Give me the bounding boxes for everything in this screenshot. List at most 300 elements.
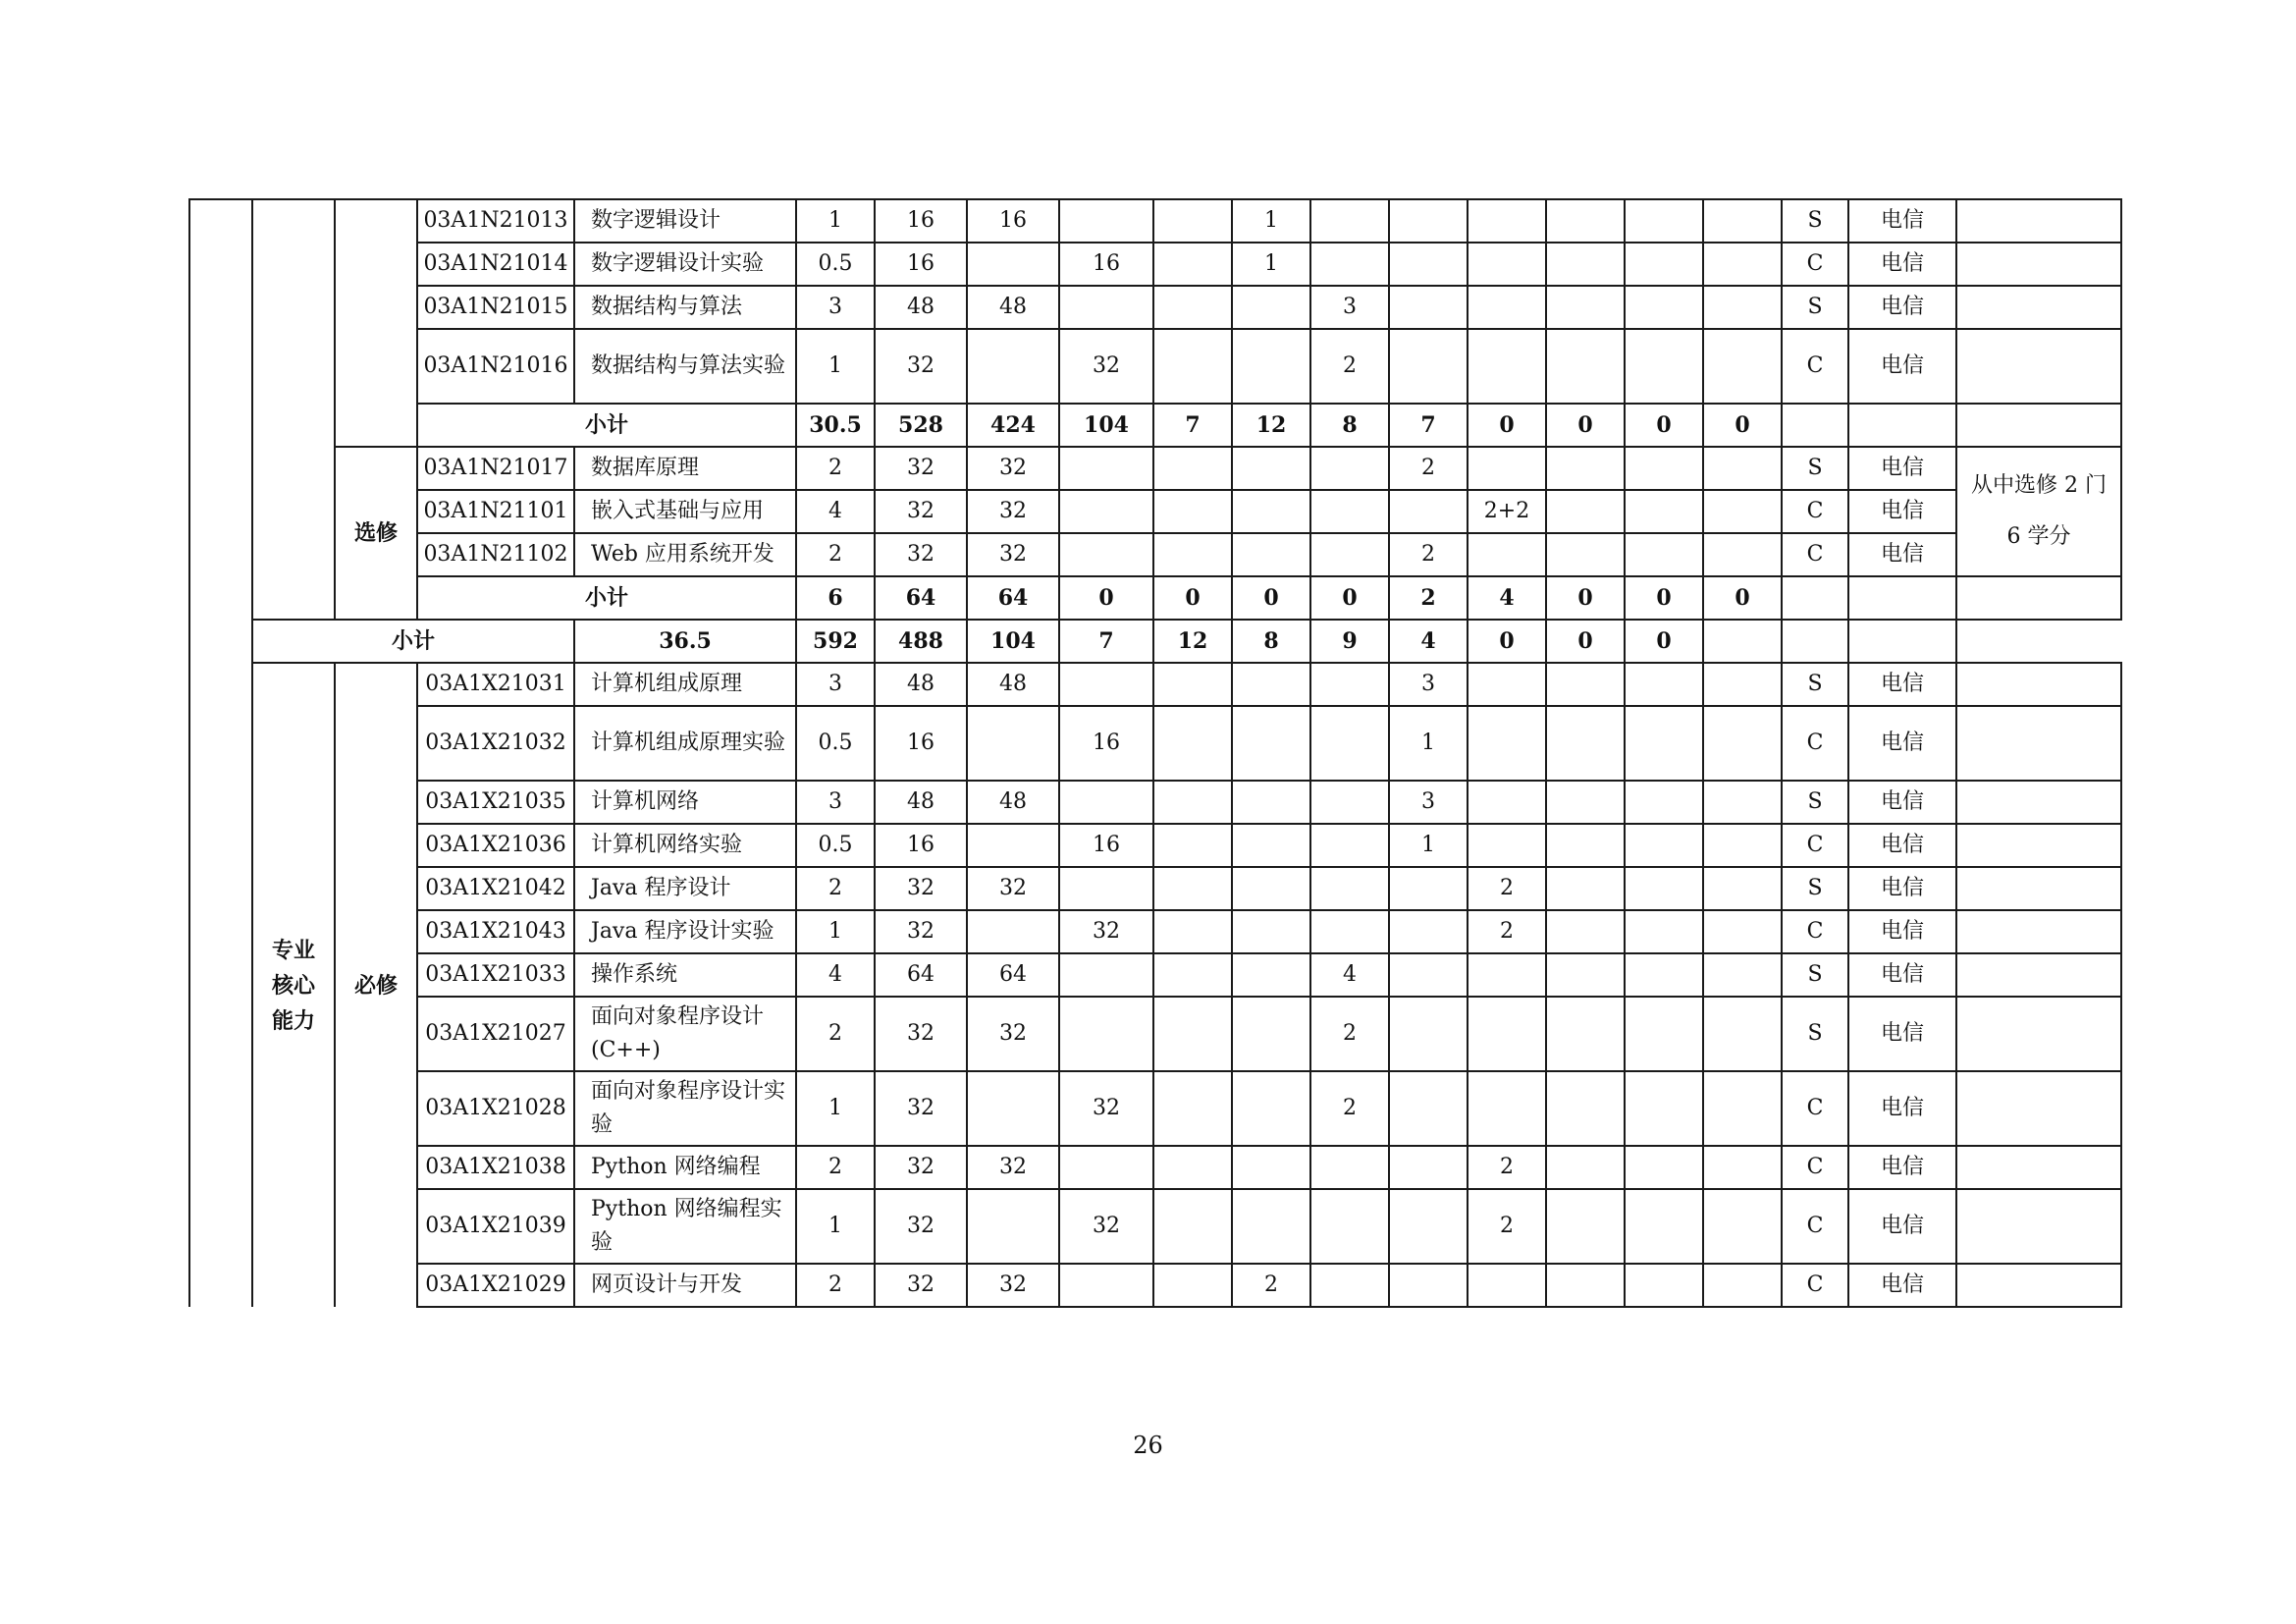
value-cell	[1703, 910, 1782, 953]
value-cell: 2	[1389, 533, 1468, 576]
value-cell	[1232, 1146, 1310, 1189]
value-cell	[1310, 1264, 1389, 1307]
course-code-cell: 03A1N21017	[417, 447, 574, 490]
table-row	[189, 1264, 2121, 1307]
remark-cell	[1956, 663, 2121, 706]
value-cell	[1468, 329, 1546, 404]
course-name-cell: Web 应用系统开发	[574, 533, 796, 576]
subtotal-value-cell: 9	[1310, 620, 1389, 663]
value-cell: 2	[796, 867, 875, 910]
department-cell: 电信	[1848, 1264, 1956, 1307]
value-cell	[1232, 286, 1310, 329]
value-cell	[1059, 199, 1153, 243]
course-name-cell: Python 网络编程实验	[574, 1189, 796, 1264]
value-cell: 1	[1389, 706, 1468, 781]
value-cell	[1546, 1146, 1625, 1189]
remark-cell	[1956, 199, 2121, 243]
remark-cell	[1956, 867, 2121, 910]
course-name-cell: 操作系统	[574, 953, 796, 997]
department-cell	[1848, 404, 1956, 447]
value-cell	[1625, 706, 1703, 781]
table-row	[189, 781, 2121, 824]
value-cell	[1153, 663, 1232, 706]
subtotal-value-cell: 7	[1389, 404, 1468, 447]
subtotal-label: 小计	[417, 404, 796, 447]
value-cell	[1389, 286, 1468, 329]
value-cell	[1546, 533, 1625, 576]
value-cell: 32	[875, 447, 967, 490]
course-code-cell: 03A1N21014	[417, 243, 574, 286]
value-cell	[1153, 824, 1232, 867]
subtotal-value-cell: 528	[875, 404, 967, 447]
value-cell: 32	[967, 867, 1059, 910]
value-cell	[1310, 910, 1389, 953]
value-cell	[1468, 1071, 1546, 1146]
table-row	[189, 199, 2121, 243]
value-cell	[1546, 447, 1625, 490]
value-cell: 2	[1232, 1264, 1310, 1307]
value-cell	[1625, 867, 1703, 910]
course-name-cell: 面向对象程序设计实验	[574, 1071, 796, 1146]
value-cell	[1703, 286, 1782, 329]
remark-cell	[1956, 404, 2121, 447]
value-cell	[1310, 533, 1389, 576]
exam-type-cell: C	[1782, 824, 1848, 867]
value-cell	[1625, 533, 1703, 576]
exam-type-cell: S	[1782, 997, 1848, 1071]
value-cell	[1153, 490, 1232, 533]
value-cell	[1153, 781, 1232, 824]
subtotal-value-cell: 0	[1232, 576, 1310, 620]
value-cell: 1	[796, 329, 875, 404]
value-cell	[1468, 243, 1546, 286]
subtotal-value-cell: 30.5	[796, 404, 875, 447]
value-cell	[1625, 490, 1703, 533]
value-cell: 1	[796, 1189, 875, 1264]
exam-type-cell	[1703, 620, 1782, 663]
subtotal-value-cell: 0	[1546, 620, 1625, 663]
value-cell	[1468, 706, 1546, 781]
remark-cell	[1956, 1189, 2121, 1264]
department-cell: 电信	[1848, 1071, 1956, 1146]
value-cell	[1625, 781, 1703, 824]
value-cell: 32	[875, 533, 967, 576]
value-cell	[1153, 867, 1232, 910]
value-cell	[967, 910, 1059, 953]
value-cell	[967, 1189, 1059, 1264]
value-cell	[1703, 533, 1782, 576]
value-cell	[1310, 824, 1389, 867]
course-code-cell: 03A1X21033	[417, 953, 574, 997]
value-cell	[1703, 824, 1782, 867]
value-cell	[1546, 1264, 1625, 1307]
value-cell	[1153, 706, 1232, 781]
department-cell: 电信	[1848, 533, 1956, 576]
department-cell: 电信	[1848, 490, 1956, 533]
value-cell	[1703, 329, 1782, 404]
type-label-required: 必修	[335, 663, 417, 1307]
value-cell	[1625, 243, 1703, 286]
value-cell: 2	[1468, 910, 1546, 953]
value-cell	[1468, 997, 1546, 1071]
value-cell	[1625, 1071, 1703, 1146]
course-name-cell: 面向对象程序设计(C++)	[574, 997, 796, 1071]
table-row	[189, 286, 2121, 329]
value-cell	[1153, 243, 1232, 286]
value-cell: 64	[967, 953, 1059, 997]
subtotal-value-cell: 592	[796, 620, 875, 663]
department-cell: 电信	[1848, 243, 1956, 286]
value-cell	[967, 824, 1059, 867]
value-cell	[1310, 1189, 1389, 1264]
value-cell	[1310, 447, 1389, 490]
course-name-cell: Java 程序设计实验	[574, 910, 796, 953]
course-name-cell: 计算机组成原理	[574, 663, 796, 706]
value-cell	[1546, 663, 1625, 706]
remark-cell	[1956, 1264, 2121, 1307]
remark-cell	[1848, 620, 1956, 663]
remark-cell	[1956, 824, 2121, 867]
value-cell: 32	[875, 1146, 967, 1189]
value-cell	[967, 706, 1059, 781]
value-cell	[1232, 953, 1310, 997]
value-cell	[1389, 243, 1468, 286]
remark-cell	[1956, 286, 2121, 329]
value-cell	[1232, 1071, 1310, 1146]
subtotal-value-cell: 8	[1310, 404, 1389, 447]
value-cell: 64	[875, 953, 967, 997]
value-cell: 2+2	[1468, 490, 1546, 533]
department-cell: 电信	[1848, 447, 1956, 490]
exam-type-cell: C	[1782, 910, 1848, 953]
value-cell	[1546, 997, 1625, 1071]
exam-type-cell: C	[1782, 490, 1848, 533]
page-number: 26	[1133, 1432, 1163, 1459]
value-cell: 32	[967, 997, 1059, 1071]
value-cell	[1703, 1189, 1782, 1264]
subtotal-row	[189, 404, 2121, 447]
subtotal-value-cell: 36.5	[574, 620, 796, 663]
value-cell	[1310, 199, 1389, 243]
value-cell	[1059, 1146, 1153, 1189]
category-blank-cell	[252, 199, 335, 620]
value-cell	[1468, 447, 1546, 490]
value-cell	[1389, 329, 1468, 404]
value-cell: 32	[1059, 1071, 1153, 1146]
value-cell: 1	[796, 199, 875, 243]
subtotal-value-cell: 104	[967, 620, 1059, 663]
value-cell	[1625, 447, 1703, 490]
table-row	[189, 910, 2121, 953]
value-cell	[1153, 286, 1232, 329]
outer-blank-cell	[189, 199, 252, 1307]
subtotal-value-cell: 0	[1625, 576, 1703, 620]
value-cell: 48	[875, 286, 967, 329]
value-cell	[1232, 781, 1310, 824]
value-cell	[1703, 706, 1782, 781]
course-code-cell: 03A1X21032	[417, 706, 574, 781]
exam-type-cell: C	[1782, 1264, 1848, 1307]
value-cell	[1389, 1146, 1468, 1189]
remark-cell	[1956, 1146, 2121, 1189]
subtotal-value-cell: 4	[1468, 576, 1546, 620]
value-cell	[1389, 199, 1468, 243]
table-row	[189, 953, 2121, 997]
course-code-cell: 03A1X21042	[417, 867, 574, 910]
value-cell	[1310, 663, 1389, 706]
value-cell	[1310, 1146, 1389, 1189]
value-cell	[1546, 953, 1625, 997]
subtotal-value-cell: 424	[967, 404, 1059, 447]
value-cell	[1703, 663, 1782, 706]
course-code-cell: 03A1N21101	[417, 490, 574, 533]
value-cell	[1546, 910, 1625, 953]
table-body	[189, 199, 2121, 1307]
value-cell: 2	[796, 533, 875, 576]
subtotal-label: 小计	[252, 620, 574, 663]
value-cell	[1389, 910, 1468, 953]
remark-cell	[1956, 781, 2121, 824]
value-cell: 32	[875, 1264, 967, 1307]
value-cell: 48	[967, 663, 1059, 706]
value-cell: 16	[875, 706, 967, 781]
value-cell: 1	[1232, 243, 1310, 286]
table-row	[189, 706, 2121, 781]
remark-cell	[1956, 1071, 2121, 1146]
value-cell	[1546, 1189, 1625, 1264]
value-cell	[1059, 1264, 1153, 1307]
value-cell: 32	[967, 533, 1059, 576]
course-code-cell: 03A1X21029	[417, 1264, 574, 1307]
value-cell	[1059, 781, 1153, 824]
subtotal-value-cell: 2	[1389, 576, 1468, 620]
value-cell	[1625, 910, 1703, 953]
value-cell	[967, 329, 1059, 404]
subtotal-value-cell: 0	[1703, 576, 1782, 620]
value-cell	[1389, 953, 1468, 997]
subtotal-value-cell: 0	[1310, 576, 1389, 620]
value-cell: 16	[875, 199, 967, 243]
category-label-core-ability: 专业核心能力	[252, 663, 335, 1307]
value-cell	[1468, 781, 1546, 824]
value-cell: 3	[796, 781, 875, 824]
course-code-cell: 03A1X21027	[417, 997, 574, 1071]
exam-type-cell: S	[1782, 953, 1848, 997]
course-code-cell: 03A1X21038	[417, 1146, 574, 1189]
value-cell	[1468, 533, 1546, 576]
value-cell	[1703, 781, 1782, 824]
subtotal-value-cell: 7	[1059, 620, 1153, 663]
exam-type-cell: C	[1782, 1071, 1848, 1146]
value-cell	[1310, 781, 1389, 824]
subtotal-label: 小计	[417, 576, 796, 620]
table-row	[189, 1189, 2121, 1264]
value-cell	[1389, 867, 1468, 910]
exam-type-cell: S	[1782, 867, 1848, 910]
value-cell	[1059, 533, 1153, 576]
value-cell: 3	[796, 286, 875, 329]
value-cell: 4	[796, 953, 875, 997]
value-cell: 32	[875, 997, 967, 1071]
value-cell: 32	[967, 490, 1059, 533]
value-cell: 16	[967, 199, 1059, 243]
department-cell: 电信	[1848, 910, 1956, 953]
value-cell	[1703, 953, 1782, 997]
value-cell	[1310, 706, 1389, 781]
value-cell	[1703, 1146, 1782, 1189]
value-cell	[1232, 1189, 1310, 1264]
value-cell: 4	[1310, 953, 1389, 997]
value-cell	[967, 243, 1059, 286]
value-cell: 48	[967, 286, 1059, 329]
value-cell	[1232, 824, 1310, 867]
subtotal-row	[189, 576, 2121, 620]
value-cell: 3	[1310, 286, 1389, 329]
value-cell	[1059, 447, 1153, 490]
value-cell	[1546, 286, 1625, 329]
value-cell	[967, 1071, 1059, 1146]
value-cell	[1153, 1146, 1232, 1189]
value-cell: 32	[1059, 329, 1153, 404]
course-name-cell: 数据结构与算法	[574, 286, 796, 329]
value-cell	[1232, 910, 1310, 953]
department-cell: 电信	[1848, 1146, 1956, 1189]
value-cell: 2	[796, 447, 875, 490]
subtotal-value-cell: 64	[967, 576, 1059, 620]
value-cell	[1232, 663, 1310, 706]
value-cell: 32	[875, 867, 967, 910]
value-cell: 2	[1468, 1146, 1546, 1189]
value-cell	[1468, 286, 1546, 329]
value-cell: 2	[1310, 329, 1389, 404]
table-row	[189, 329, 2121, 404]
value-cell: 16	[1059, 706, 1153, 781]
table-row	[189, 1146, 2121, 1189]
value-cell: 16	[875, 824, 967, 867]
value-cell	[1232, 533, 1310, 576]
value-cell	[1389, 997, 1468, 1071]
course-code-cell: 03A1N21102	[417, 533, 574, 576]
course-code-cell: 03A1X21031	[417, 663, 574, 706]
value-cell	[1546, 243, 1625, 286]
value-cell: 0.5	[796, 824, 875, 867]
value-cell	[1625, 1146, 1703, 1189]
value-cell	[1625, 1264, 1703, 1307]
subtotal-value-cell: 64	[875, 576, 967, 620]
subtotal-value-cell: 7	[1153, 404, 1232, 447]
remark-cell	[1956, 910, 2121, 953]
value-cell: 2	[1310, 1071, 1389, 1146]
value-cell	[1703, 447, 1782, 490]
exam-type-cell: S	[1782, 199, 1848, 243]
subtotal-value-cell: 488	[875, 620, 967, 663]
value-cell	[1625, 329, 1703, 404]
subtotal-value-cell: 0	[1468, 620, 1546, 663]
value-cell: 48	[875, 781, 967, 824]
course-code-cell: 03A1N21013	[417, 199, 574, 243]
department-cell: 电信	[1848, 663, 1956, 706]
value-cell	[1310, 243, 1389, 286]
value-cell	[1468, 953, 1546, 997]
table-row	[189, 243, 2121, 286]
subtotal-value-cell: 6	[796, 576, 875, 620]
value-cell	[1546, 199, 1625, 243]
value-cell	[1232, 867, 1310, 910]
value-cell	[1546, 867, 1625, 910]
course-name-cell: 数据库原理	[574, 447, 796, 490]
value-cell	[1059, 490, 1153, 533]
department-cell: 电信	[1848, 199, 1956, 243]
subtotal-value-cell: 104	[1059, 404, 1153, 447]
exam-type-cell: S	[1782, 781, 1848, 824]
table-row	[189, 1071, 2121, 1146]
course-name-cell: 网页设计与开发	[574, 1264, 796, 1307]
subtotal-value-cell: 0	[1625, 404, 1703, 447]
course-code-cell: 03A1X21039	[417, 1189, 574, 1264]
value-cell	[1389, 1264, 1468, 1307]
value-cell: 0.5	[796, 706, 875, 781]
subtotal-row	[189, 620, 2121, 663]
subtotal-value-cell: 0	[1153, 576, 1232, 620]
value-cell	[1153, 447, 1232, 490]
course-name-cell: 计算机组成原理实验	[574, 706, 796, 781]
value-cell	[1059, 663, 1153, 706]
value-cell	[1546, 781, 1625, 824]
department-cell: 电信	[1848, 286, 1956, 329]
course-name-cell: 嵌入式基础与应用	[574, 490, 796, 533]
value-cell: 2	[1468, 1189, 1546, 1264]
exam-type-cell	[1782, 404, 1848, 447]
value-cell	[1059, 953, 1153, 997]
exam-type-cell: C	[1782, 243, 1848, 286]
table-row	[189, 867, 2121, 910]
course-name-cell: 计算机网络	[574, 781, 796, 824]
table-row	[189, 490, 2121, 533]
value-cell	[1232, 997, 1310, 1071]
course-name-cell: 计算机网络实验	[574, 824, 796, 867]
department-cell: 电信	[1848, 1189, 1956, 1264]
value-cell	[1625, 286, 1703, 329]
value-cell	[1153, 1189, 1232, 1264]
course-code-cell: 03A1X21036	[417, 824, 574, 867]
value-cell: 16	[1059, 824, 1153, 867]
value-cell	[1468, 663, 1546, 706]
value-cell: 32	[967, 1264, 1059, 1307]
value-cell: 32	[875, 329, 967, 404]
value-cell	[1153, 910, 1232, 953]
value-cell: 1	[1389, 824, 1468, 867]
value-cell	[1153, 533, 1232, 576]
value-cell	[1059, 867, 1153, 910]
exam-type-cell: C	[1782, 329, 1848, 404]
value-cell	[1153, 1071, 1232, 1146]
value-cell	[1703, 1071, 1782, 1146]
remark-cell	[1956, 953, 2121, 997]
value-cell	[1625, 1189, 1703, 1264]
table-row	[189, 997, 2121, 1071]
subtotal-value-cell: 12	[1232, 404, 1310, 447]
value-cell	[1703, 867, 1782, 910]
value-cell	[1625, 824, 1703, 867]
exam-type-cell: S	[1782, 447, 1848, 490]
elective-note-cell: 从中选修 2 门 6 学分	[1956, 447, 2121, 576]
remark-cell	[1956, 706, 2121, 781]
department-cell	[1782, 620, 1848, 663]
value-cell: 1	[1232, 199, 1310, 243]
value-cell: 4	[796, 490, 875, 533]
value-cell	[1703, 243, 1782, 286]
course-code-cell: 03A1X21028	[417, 1071, 574, 1146]
